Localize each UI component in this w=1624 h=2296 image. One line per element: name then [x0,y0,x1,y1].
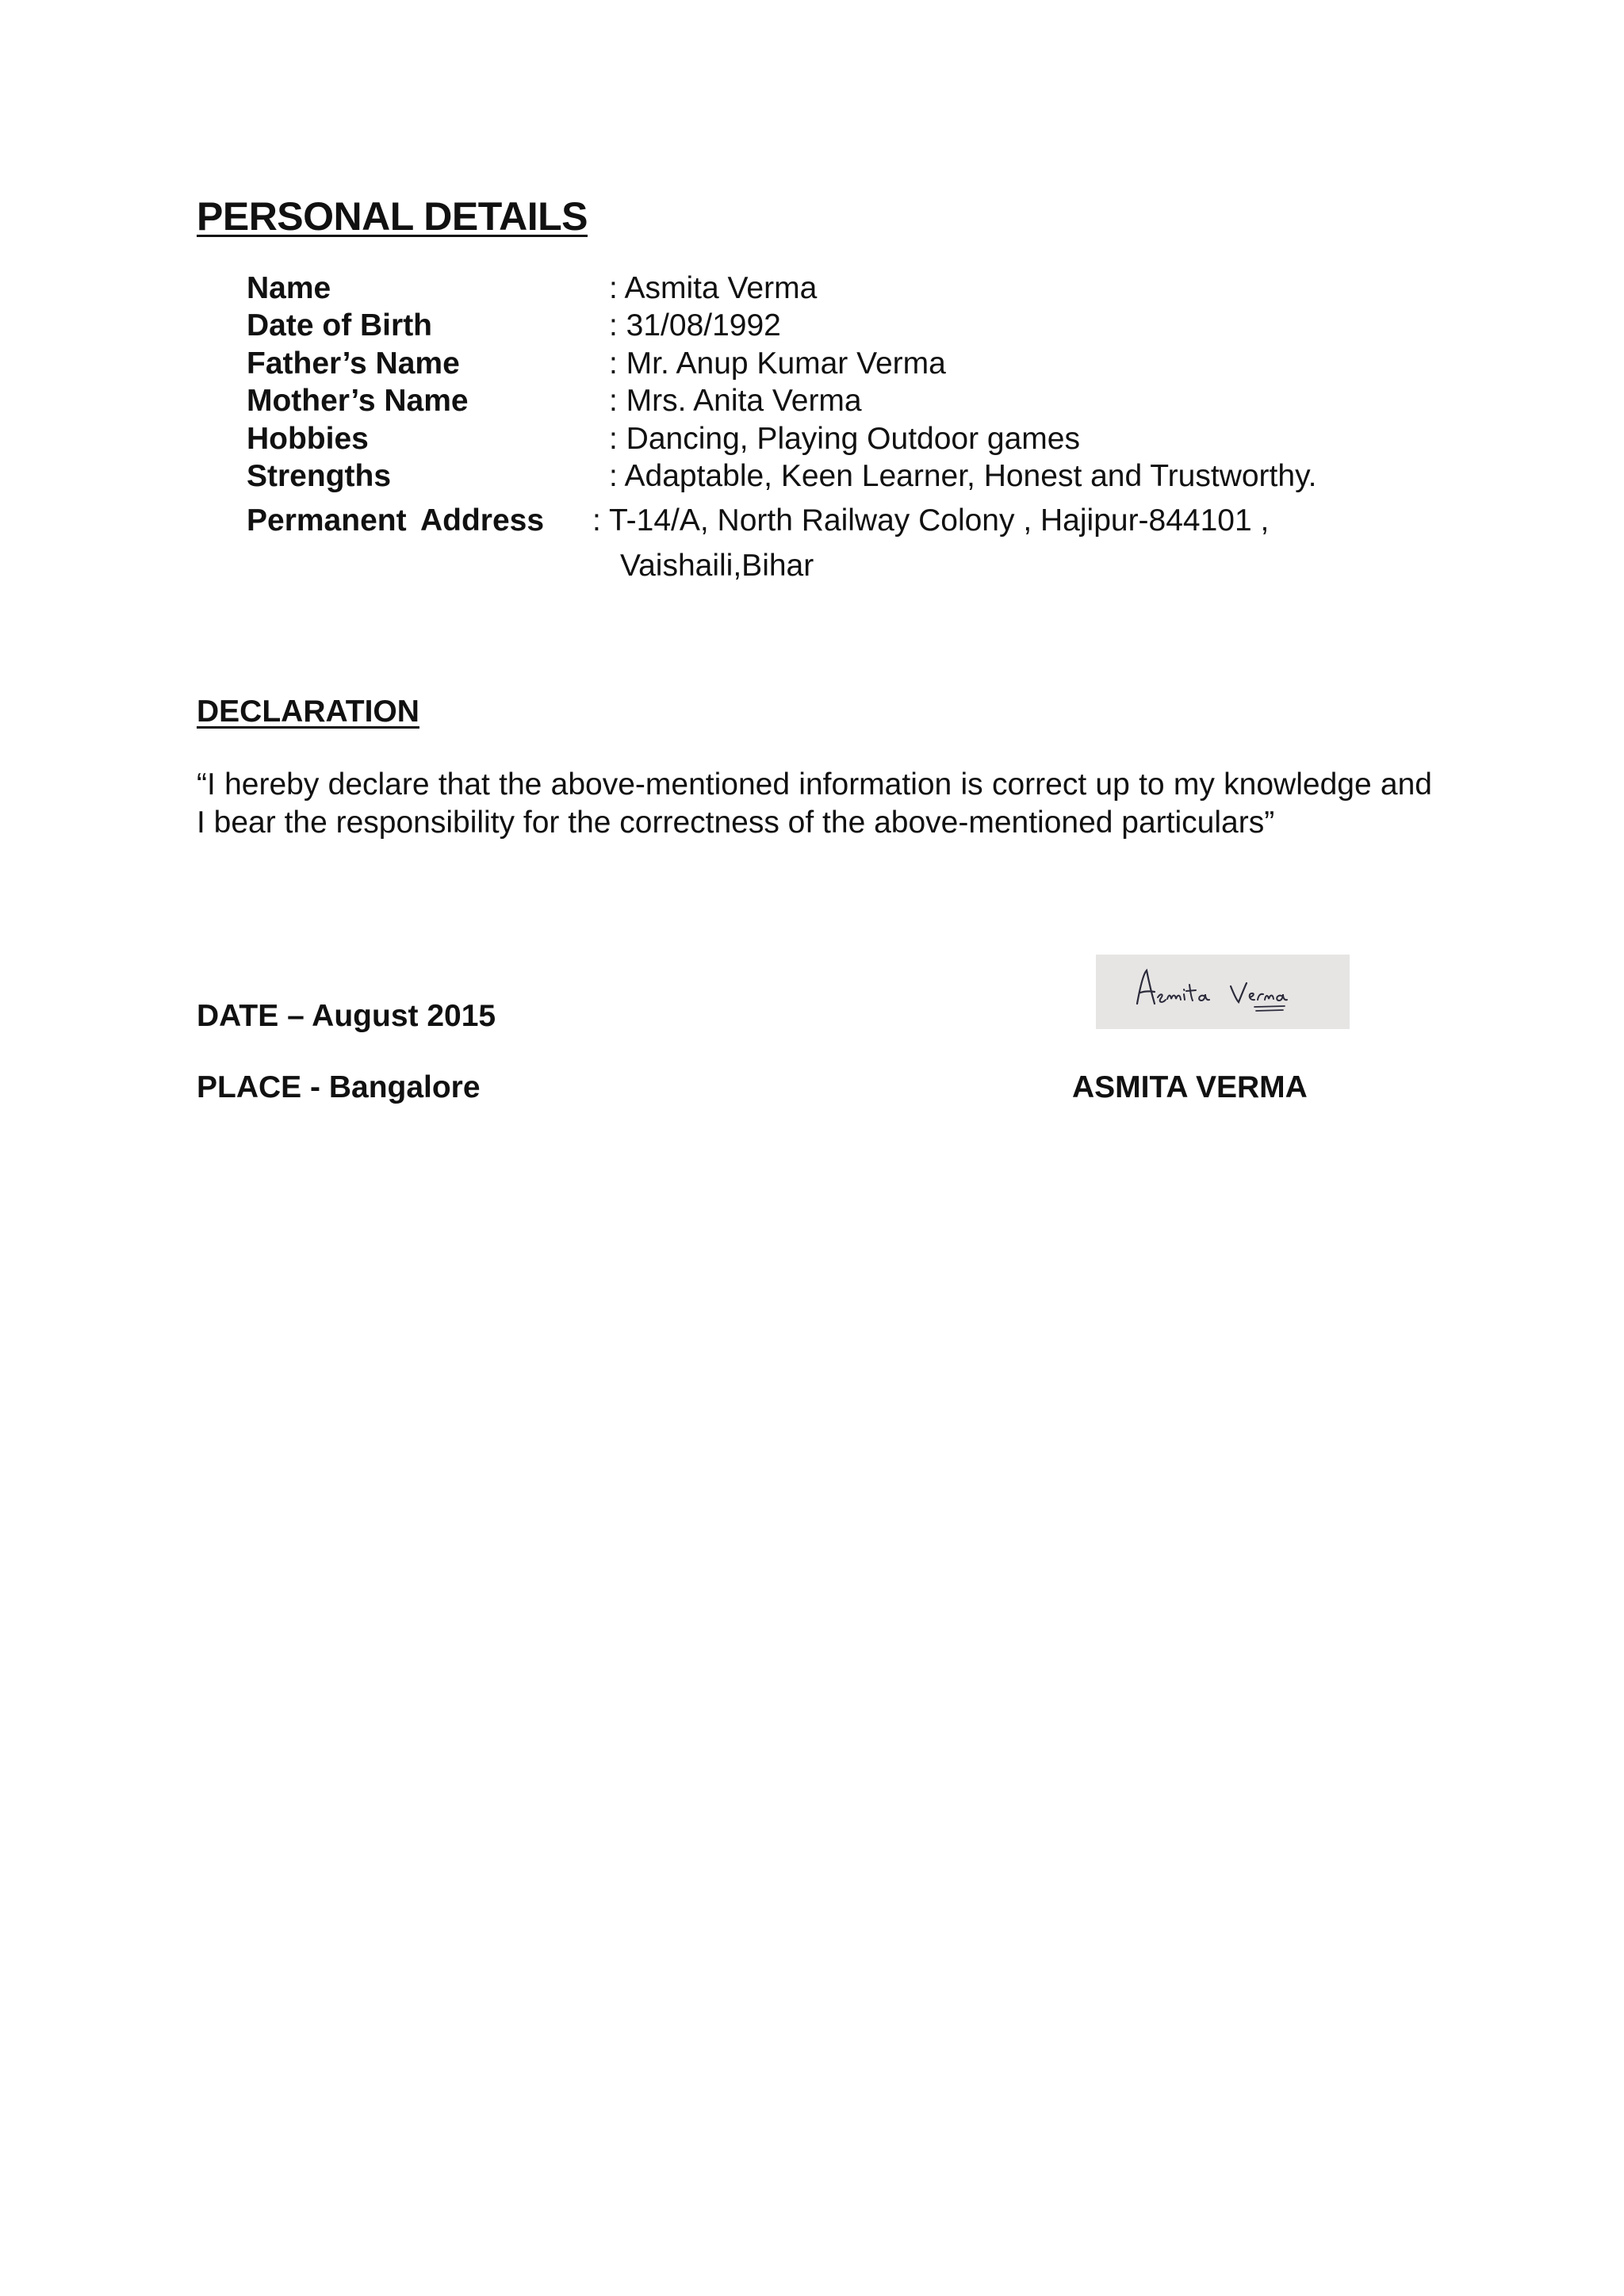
detail-value: : Mr. Anup Kumar Verma [609,346,946,381]
detail-label: Name [247,271,331,305]
detail-value: : T-14/A, North Railway Colony , Hajipur-844101 , [592,503,1270,538]
personal-details-heading: PERSONAL DETAILS [197,194,588,239]
declaration-text: “I hereby declare that the above-mentioned information is correct up to my knowledge and I bear the responsibility for the correctness of the above-mentioned particulars” [197,767,1432,840]
signer-name: ASMITA VERMA [1072,1070,1308,1104]
place-line: PLACE - Bangalore [197,1070,481,1104]
detail-label: Date of Birth [247,308,432,342]
detail-label: Permanent Address [247,503,545,538]
detail-value: : Asmita Verma [609,271,818,305]
address-continuation: Vaishaili,Bihar [620,549,814,583]
signature-image [1096,955,1350,1029]
detail-label: Father’s Name [247,346,460,381]
detail-value: : Mrs. Anita Verma [609,384,862,418]
detail-value: : Adaptable, Keen Learner, Honest and Trustworthy. [609,459,1317,493]
detail-label: Strengths [247,459,392,493]
date-line: DATE – August 2015 [197,999,496,1033]
detail-value: : Dancing, Playing Outdoor games [609,422,1080,456]
detail-value: : 31/08/1992 [609,308,781,342]
detail-label: Hobbies [247,422,369,456]
detail-label: Mother’s Name [247,384,469,418]
declaration-heading: DECLARATION [197,695,419,729]
